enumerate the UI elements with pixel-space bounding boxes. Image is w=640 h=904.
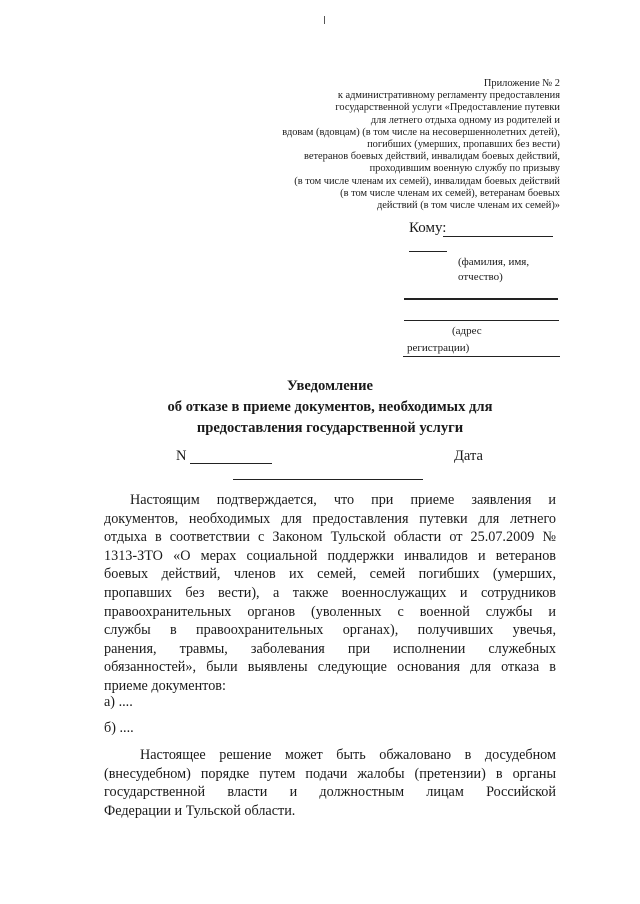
title-line: об отказе в приеме документов, необходимых для	[167, 399, 493, 415]
appendix-line: проходившим военную службу по призыву	[369, 163, 560, 175]
paragraph-line: службы в правоохранительных органах), получивших увечья,	[104, 622, 556, 639]
paragraph-line: ранения, травмы, заболевания при исполнении служебных	[104, 640, 556, 657]
paragraph-line: отдыха в соответствии с Законом Тульской области от 25.07.2009 №	[104, 529, 556, 546]
address-hint-1: (адрес	[452, 325, 482, 337]
scan-mark	[324, 16, 325, 24]
appendix-line: (в том числе членам их семей), ветеранам боевых	[340, 187, 560, 199]
recipient-address-line-2	[403, 356, 560, 357]
appendix-line: вдовам (вдовцам) (в том числе на несовершеннолетних детей),	[282, 126, 560, 138]
paragraph-line: (внесудебном) порядке путем подачи жалобы (претензии) в органы	[104, 765, 556, 782]
title-line: предоставления государственной услуги	[196, 420, 464, 436]
paragraph-line: пропавших без вести), а также военнослужащих и сотрудников	[104, 584, 556, 601]
appendix-line: для летнего отдыха одному из родителей и	[370, 114, 560, 126]
address-hint-2: регистрации)	[407, 342, 470, 354]
number-label: N	[176, 448, 187, 464]
recipient-name-line-3	[404, 298, 558, 300]
body-paragraph-2	[104, 746, 556, 820]
appendix-line: действий (в том числе членам их семей)»	[376, 200, 560, 212]
appendix-header	[240, 78, 560, 212]
appendix-line: погибших (умерших, пропавших без вести)	[367, 139, 560, 151]
paragraph-line: документов, необходимых для предоставления путевки для летнего	[104, 510, 556, 527]
paragraph-line: 1313-ЗТО «О мерах социальной поддержки инвалидов и ветеранов	[104, 547, 556, 564]
paragraph-line: Настоящим подтверждается, что при приеме заявления и	[130, 492, 556, 508]
number-line	[190, 463, 272, 464]
document-title	[100, 376, 560, 439]
paragraph-line: обязанностей», были выявлены следующие основания для отказа в	[104, 659, 556, 676]
recipient-name-line	[443, 236, 553, 237]
paragraph-line: Федерации и Тульской области.	[104, 802, 296, 819]
name-hint-2: отчество)	[458, 271, 503, 283]
paragraph-line: боевых действий, членов их семей, семей погибших (умерших,	[104, 566, 556, 583]
appendix-line: ветеранов боевых действий, инвалидам боевых действий,	[304, 151, 560, 163]
recipient-label: Кому:	[409, 220, 447, 236]
recipient-name-line-2	[409, 251, 447, 252]
paragraph-line: государственной власти и должностным лицам Российской	[104, 784, 556, 801]
item-b: б) ....	[104, 720, 134, 736]
item-a: а) ....	[104, 694, 133, 710]
paragraph-line: приеме документов:	[104, 677, 226, 694]
name-hint-1: (фамилия, имя,	[458, 256, 530, 268]
appendix-line: Приложение № 2	[483, 78, 560, 89]
title-line: Уведомление	[287, 378, 373, 394]
paragraph-line: Настоящее решение может быть обжаловано в досудебном	[140, 747, 556, 763]
paragraph-line: правоохранительных органов (уволенных с военной службы и	[104, 603, 556, 620]
appendix-line: к административному регламенту предоставления	[337, 90, 560, 102]
appendix-line: государственной услуги «Предоставление путевки	[335, 102, 560, 114]
signature-line	[233, 479, 423, 480]
recipient-address-line	[404, 320, 559, 321]
body-paragraph-1	[104, 491, 556, 696]
date-label: Дата	[454, 448, 483, 464]
appendix-line: (в том числе членам их семей), инвалидам боевых действий	[294, 175, 560, 187]
